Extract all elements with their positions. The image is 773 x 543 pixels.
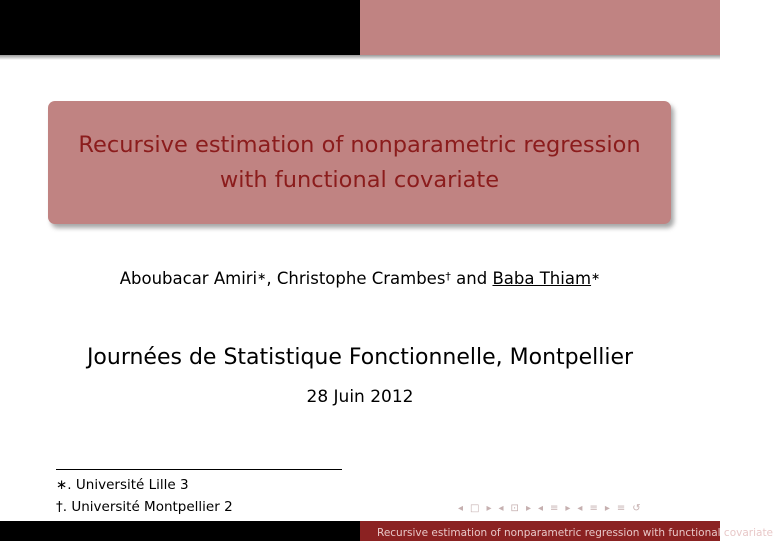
footer-short-title: Recursive estimation of nonparametric regression with functional covariate bbox=[377, 527, 773, 539]
event-name: Journées de Statistique Fonctionnelle, Montpellier bbox=[86, 345, 634, 370]
title-box bbox=[48, 101, 671, 224]
footnote-text: Université Lille 3 bbox=[75, 477, 189, 493]
footnote-mark: ∗. bbox=[56, 477, 72, 493]
footnote-lille bbox=[56, 476, 189, 494]
next-document-icon[interactable]: ▸ bbox=[604, 503, 610, 514]
affiliation-mark: ∗ bbox=[257, 270, 267, 283]
document-icon[interactable]: ≡ bbox=[589, 503, 598, 514]
author-crambes: Christophe Crambes bbox=[276, 269, 446, 288]
author-amiri: Aboubacar Amiri bbox=[119, 269, 258, 288]
footnote-mark: †. bbox=[56, 499, 68, 515]
next-subsection-icon[interactable]: ▸ bbox=[525, 503, 531, 514]
author-separator: and bbox=[450, 269, 493, 288]
outline-icon[interactable]: ≡ bbox=[616, 503, 626, 514]
footer-left-bar bbox=[0, 521, 360, 541]
headline-shadow bbox=[0, 55, 720, 60]
author-separator: , bbox=[266, 269, 277, 288]
authors-line bbox=[0, 267, 720, 291]
next-frame-icon[interactable]: ▸ bbox=[486, 503, 492, 514]
headline-navigation bbox=[0, 0, 360, 55]
prev-section-icon[interactable]: ◂ bbox=[537, 503, 543, 514]
prev-subsection-icon[interactable]: ◂ bbox=[498, 503, 504, 514]
prev-document-icon[interactable]: ◂ bbox=[577, 503, 583, 514]
footnote-text: Université Montpellier 2 bbox=[71, 499, 233, 515]
subsection-icon[interactable]: ⊡ bbox=[510, 503, 519, 514]
author-thiam: Baba Thiam bbox=[492, 269, 592, 288]
prev-frame-icon[interactable]: ◂ bbox=[458, 503, 464, 514]
footnote-rule bbox=[56, 469, 342, 470]
event-date: 28 Juin 2012 bbox=[306, 387, 414, 407]
section-icon[interactable]: ≡ bbox=[550, 503, 559, 514]
affiliation-mark: † bbox=[445, 270, 451, 283]
headline-accent-bar bbox=[360, 0, 720, 55]
footer-title-bar bbox=[360, 521, 773, 541]
next-section-icon[interactable]: ▸ bbox=[565, 503, 571, 514]
footnote-montpellier bbox=[56, 498, 233, 516]
search-back-icon[interactable]: ↺ bbox=[632, 503, 641, 514]
frame-icon[interactable]: □ bbox=[470, 503, 480, 514]
beamer-navigation-symbols bbox=[458, 502, 648, 516]
affiliation-mark: ∗ bbox=[591, 270, 601, 283]
title-line-2: with functional covariate bbox=[219, 166, 500, 193]
title-line-1: Recursive estimation of nonparametric regression bbox=[78, 131, 641, 158]
